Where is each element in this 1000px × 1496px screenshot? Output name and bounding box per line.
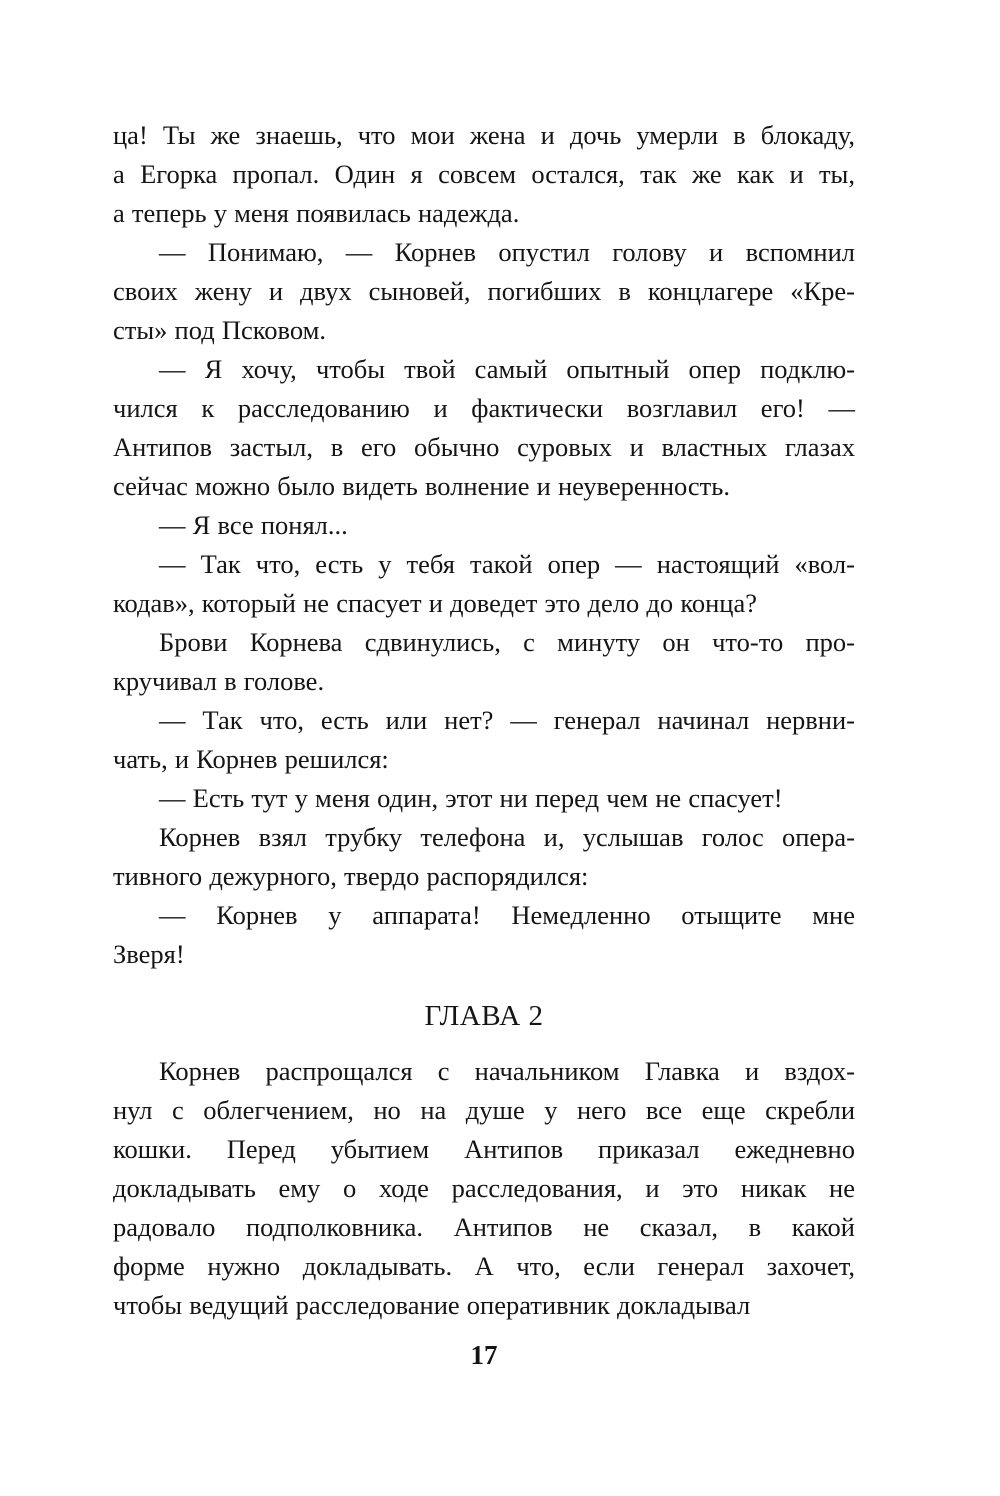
paragraph xyxy=(113,623,855,701)
text-line: Брови Корнева сдвинулись, с минуту он что-то про- xyxy=(159,627,855,657)
paragraph xyxy=(113,1052,855,1325)
text-line: радовало подполковника. Антипов не сказал, в какой xyxy=(113,1212,855,1242)
text-line: — Я хочу, чтобы твой самый опытный опер подклю- xyxy=(159,354,855,384)
text-line: сейчас можно было видеть волнение и неуверенность. xyxy=(113,471,730,501)
text-line: чтобы ведущий расследование оперативник докладывал xyxy=(113,1290,751,1320)
text-line: Корнев распрощался с начальником Главка и вздох- xyxy=(159,1056,855,1086)
text-line: своих жену и двух сыновей, погибших в концлагере «Кре- xyxy=(113,276,855,306)
text-line: Антипов застыл, в его обычно суровых и властных глазах xyxy=(113,432,855,462)
text-line: тивного дежурного, твердо распорядился: xyxy=(113,861,589,891)
text-line: — Есть тут у меня один, этот ни перед чем не спасует! xyxy=(159,783,783,813)
paragraph xyxy=(113,350,855,506)
text-line: — Я все понял... xyxy=(159,510,348,540)
text-line: Зверя! xyxy=(113,939,185,969)
paragraph xyxy=(113,545,855,623)
text-line: Корнев взял трубку телефона и, услышав голос опера- xyxy=(159,822,855,852)
paragraph xyxy=(113,896,855,974)
text-line: нул с облегчением, но на душе у него все еще скребли xyxy=(113,1095,855,1125)
paragraph xyxy=(113,116,855,233)
text-line: — Корнев у аппарата! Немедленно отыщите мне xyxy=(159,900,855,930)
text-line: чать, и Корнев решился: xyxy=(113,744,389,774)
paragraph xyxy=(113,506,855,545)
text-line: кручивал в голове. xyxy=(113,666,325,696)
text-line: форме нужно докладывать. А что, если генерал захочет, xyxy=(113,1251,855,1281)
text-line: кошки. Перед убытием Антипов приказал ежедневно xyxy=(113,1134,855,1164)
chapter-heading: ГЛАВА 2 xyxy=(424,1000,544,1032)
text-block xyxy=(113,116,855,1325)
paragraph xyxy=(113,779,855,818)
text-line: докладывать ему о ходе расследования, и это никак не xyxy=(113,1173,855,1203)
text-line: — Так что, есть или нет? — генерал начинал нервни- xyxy=(159,705,855,735)
text-line: кодав», который не спасует и доведет это дело до конца? xyxy=(113,588,757,618)
text-line: — Так что, есть у тебя такой опер — настоящий «вол- xyxy=(159,549,855,579)
text-line: — Понимаю, — Корнев опустил голову и вспомнил xyxy=(159,237,855,267)
text-line: а Егорка пропал. Один я совсем остался, так же как и ты, xyxy=(113,159,855,189)
text-line: а теперь у меня появилась надежда. xyxy=(113,198,520,228)
page-number: 17 xyxy=(470,1340,498,1370)
text-line: ца! Ты же знаешь, что мои жена и дочь умерли в блокаду, xyxy=(113,120,855,150)
text-line: сты» под Псковом. xyxy=(113,315,327,345)
paragraph xyxy=(113,233,855,350)
paragraph xyxy=(113,818,855,896)
text-line: чился к расследованию и фактически возглавил его! — xyxy=(113,393,855,423)
paragraph xyxy=(113,701,855,779)
